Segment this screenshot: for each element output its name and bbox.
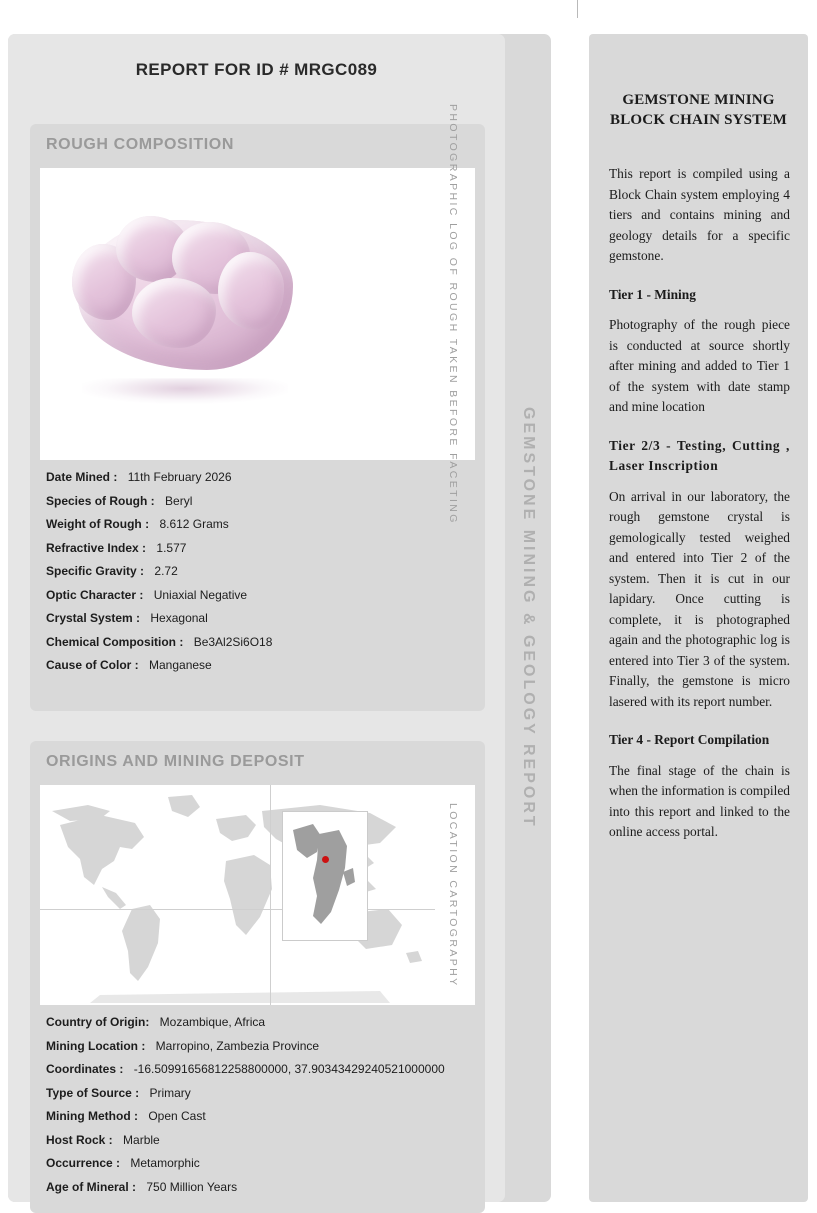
- rough-photo-vertical-text: PHOTOGRAPHIC LOG OF ROUGH TAKEN BEFORE FACETING: [447, 103, 459, 525]
- map-equator-line: [40, 909, 435, 910]
- blockchain-info-sidebar: [589, 34, 808, 1202]
- detail-row: [46, 1180, 445, 1194]
- detail-row: [46, 635, 272, 649]
- detail-row: [46, 1039, 445, 1053]
- map-meridian-line: [270, 785, 271, 1005]
- mine-location-marker: [322, 856, 329, 863]
- report-side-strip-label: [505, 68, 551, 1168]
- detail-label: Age of Mineral :: [46, 1179, 137, 1194]
- detail-row: [46, 541, 272, 555]
- detail-label: Refractive Index :: [46, 540, 147, 555]
- detail-label: Optic Character :: [46, 587, 144, 602]
- detail-row: [46, 1062, 445, 1076]
- tier1-heading: Tier 1 - Mining: [609, 286, 696, 302]
- tier1-paragraph: Photography of the rough piece is conducted at source shortly after mining and added to Tier 1 of the system with date stamp and mine location: [609, 317, 790, 414]
- detail-row: [46, 517, 272, 531]
- detail-value: Be3Al2Si6O18: [193, 634, 273, 649]
- detail-row: [46, 1015, 445, 1029]
- page-title: REPORT FOR ID # MRGC089: [135, 60, 378, 79]
- detail-label: Mining Location :: [46, 1038, 146, 1053]
- detail-label: Specific Gravity :: [46, 564, 145, 578]
- detail-row: [46, 1109, 445, 1123]
- detail-label: Mining Method :: [46, 1109, 138, 1123]
- detail-label: Cause of Color :: [46, 658, 139, 672]
- map-vertical-text: LOCATION CARTOGRAPHY: [447, 802, 459, 988]
- detail-label: Occurrence :: [46, 1156, 121, 1170]
- rough-photo-vertical-label: [433, 103, 473, 525]
- crop-tick-mark: [577, 0, 578, 18]
- detail-value: Manganese: [149, 658, 212, 672]
- rough-gemstone-image: [68, 192, 308, 442]
- rough-composition-details: [46, 470, 272, 682]
- detail-row: [46, 658, 272, 672]
- detail-row: [46, 470, 272, 484]
- origins-title: ORIGINS AND MINING DEPOSIT: [46, 753, 305, 770]
- detail-value: Marble: [123, 1132, 160, 1147]
- tier23-paragraph: On arrival in our laboratory, the rough gemstone crystal is gemologically tested weighed and entered into Tier 2 of the system. Then it is cut in our lapidary. Once cutting is complete, it is photographed again and the photographic log is entered into Tier 3 of the system. Finally, the gemstone is micro lasered with its report number.: [609, 488, 790, 709]
- detail-value: 2.72: [154, 564, 178, 578]
- detail-value: Mozambique, Africa: [159, 1015, 266, 1029]
- detail-value: Hexagonal: [150, 611, 208, 625]
- detail-label: Country of Origin:: [46, 1015, 150, 1029]
- detail-value: 750 Million Years: [146, 1179, 238, 1194]
- detail-value: 11th February 2026: [127, 470, 232, 484]
- sidebar-body: [609, 164, 790, 861]
- sidebar-title: GEMSTONE MINING BLOCK CHAIN SYSTEM: [610, 92, 787, 128]
- origins-mining-card: [30, 741, 485, 1213]
- detail-value: Beryl: [165, 493, 193, 508]
- report-side-strip-text: GEMSTONE MINING & GEOLOGY REPORT: [520, 407, 537, 829]
- rough-composition-card: [30, 103, 485, 711]
- origins-map-area: [40, 785, 475, 1005]
- sidebar-intro-paragraph: This report is compiled using a Block Chain system employing 4 tiers and contains mining and geology details for a specific gemstone.: [609, 166, 790, 263]
- detail-label: Coordinates :: [46, 1062, 124, 1076]
- detail-row: [46, 611, 272, 625]
- tier23-heading: Tier 2/3 - Testing, Cutting , Laser Inscription: [609, 437, 790, 473]
- tier4-paragraph: The final stage of the chain is when the information is compiled into this report and linked to the online access portal.: [609, 762, 790, 839]
- detail-label: Species of Rough :: [46, 493, 155, 508]
- detail-row: [46, 564, 272, 578]
- world-map-graphic: [40, 785, 435, 1005]
- detail-row: [46, 1133, 445, 1147]
- country-inset-map: [282, 811, 368, 941]
- world-map: [40, 785, 435, 1005]
- mozambique-outline: [283, 812, 367, 940]
- detail-row: [46, 588, 272, 602]
- detail-row: [46, 494, 272, 508]
- detail-value: Marropino, Zambezia Province: [155, 1038, 320, 1053]
- detail-label: Chemical Composition :: [46, 634, 184, 649]
- detail-value: Metamorphic: [130, 1156, 200, 1170]
- detail-value: Open Cast: [148, 1109, 206, 1123]
- detail-value: 8.612 Grams: [159, 517, 229, 531]
- detail-label: Host Rock :: [46, 1132, 113, 1147]
- detail-row: [46, 1156, 445, 1170]
- rough-composition-title: ROUGH COMPOSITION: [46, 136, 234, 153]
- detail-label: Type of Source :: [46, 1085, 140, 1100]
- detail-label: Crystal System :: [46, 611, 141, 625]
- tier4-heading: Tier 4 - Report Compilation: [609, 732, 770, 747]
- detail-value: -16.50991656812258800000, 37.90343429240521000000: [133, 1062, 445, 1076]
- map-vertical-label: [433, 785, 473, 1005]
- detail-label: Weight of Rough :: [46, 517, 150, 531]
- main-report-panel: [8, 34, 551, 1202]
- origins-details: [46, 1015, 445, 1203]
- detail-row: [46, 1086, 445, 1100]
- detail-label: Date Mined :: [46, 470, 118, 484]
- detail-value: 1.577: [156, 540, 187, 555]
- detail-value: Uniaxial Negative: [153, 587, 248, 602]
- detail-value: Primary: [149, 1085, 191, 1100]
